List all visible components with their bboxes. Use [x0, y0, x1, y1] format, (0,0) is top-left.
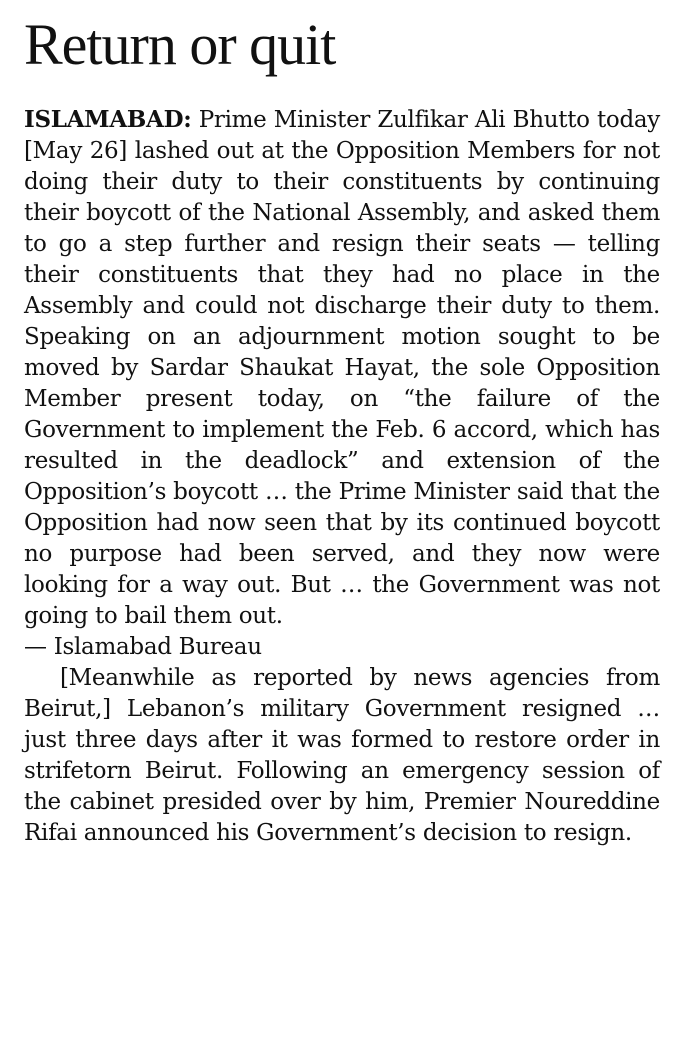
- paragraph-1-text: Prime Minister Zulfikar Ali Bhutto today [May 26] lashed out at the Opposition Members for not doing their duty to their constituents by continuing their boycott of the National Assembly, and asked them to go a step further and resign their seats — telling their constituents that they had no place in the Assembly and could not discharge their duty to them. Speaking on an adjournment motion sought to be moved by Sardar Shaukat Hayat, the sole Opposition Member present today, on “the failure of the Government to implement the Feb. 6 accord, which has resulted in the deadlock” and extension of the Opposition’s boycott … the Prime Minister said that the Opposition had now seen that by its continued boycott no purpose had been served, and they now were looking for a way out. But … the Government was not going to bail them out.: [24, 107, 660, 629]
- news-article: [24, 0, 660, 849]
- paragraph-islamabad: [24, 104, 660, 632]
- headline: Return or quit: [24, 12, 336, 77]
- article-body: [24, 104, 660, 849]
- byline: — Islamabad Bureau: [24, 634, 262, 660]
- dateline: ISLAMABAD:: [24, 106, 192, 133]
- paragraph-beirut: [Meanwhile as reported by news agencies from Beirut,] Lebanon’s military Government resigned … just three days after it was formed to restore order in strifetorn Beirut. Following an emergency session of the cabinet presided over by him, Premier Noureddine Rifai announced his Government’s decision to resign.: [24, 665, 660, 846]
